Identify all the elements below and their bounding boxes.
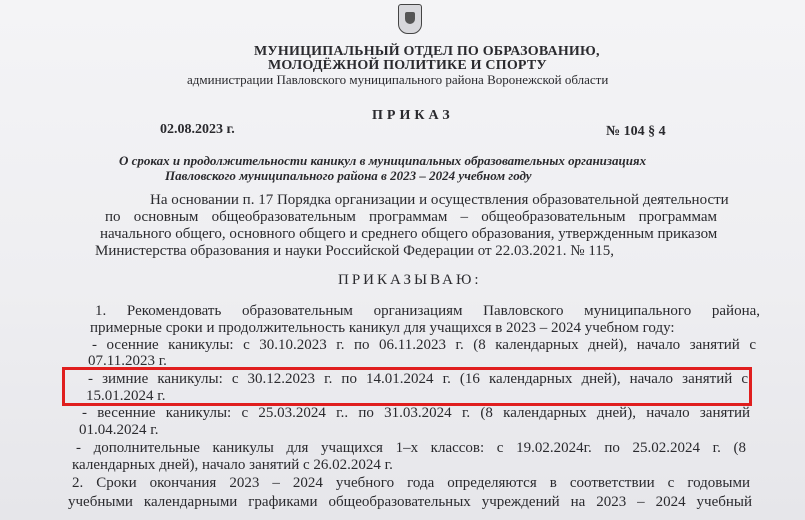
coat-of-arms-figure bbox=[405, 12, 415, 24]
coat-of-arms-emblem bbox=[398, 4, 422, 34]
org-title-line1: МУНИЦИПАЛЬНЫЙ ОТДЕЛ ПО ОБРАЗОВАНИЮ, bbox=[254, 44, 600, 59]
preamble-line1: На основании п. 17 Порядка организации и осуществления образовательной деятельности bbox=[150, 192, 729, 208]
spring-holidays-line1: - весенние каникулы: с 25.03.2024 г.. по 31.03.2024 г. (8 календарных дней), начало занятий bbox=[82, 405, 750, 421]
decree-heading: ПРИКАЗЫВАЮ: bbox=[338, 272, 482, 288]
winter-holidays-highlight bbox=[62, 367, 752, 406]
item2-line1: 2. Сроки окончания 2023 – 2024 учебного года определяются в соответствии с годовыми bbox=[72, 475, 750, 491]
order-number: № 104 § 4 bbox=[606, 124, 666, 139]
order-date: 02.08.2023 г. bbox=[160, 122, 235, 137]
org-subtitle: администрации Павловского муниципального района Воронежской области bbox=[187, 72, 609, 87]
preamble-line2: по основным общеобразовательным программам – общеобразовательным программам bbox=[105, 209, 717, 225]
item1-line2: примерные сроки и продолжительность каникул для учащихся в 2023 – 2024 учебном году: bbox=[90, 320, 675, 336]
preamble-line3: начального общего, основного общего и среднего общего образования, утвержденным приказом bbox=[100, 226, 718, 242]
spring-holidays-line2: 01.04.2024 г. bbox=[79, 422, 159, 438]
order-title: ПРИКАЗ bbox=[372, 108, 454, 123]
org-title-line2: МОЛОДЁЖНОЙ ПОЛИТИКЕ И СПОРТУ bbox=[268, 58, 547, 73]
item1-line1: 1. Рекомендовать образовательным организациям Павловского муниципального района, bbox=[95, 303, 760, 319]
preamble-line4: Министерства образования и науки Российской Федерации от 22.03.2021. № 115, bbox=[95, 243, 615, 259]
item2-line2: учебными календарными графиками общеобразовательных учреждений на 2023 – 2024 учебный bbox=[68, 494, 752, 510]
extra-holidays-line2: календарных дней), начало занятий с 26.02.2024 г. bbox=[72, 457, 393, 473]
order-subject-line1: О сроках и продолжительности каникул в муниципальных образовательных организациях bbox=[119, 153, 647, 168]
autumn-holidays-line2: 07.11.2023 г. bbox=[88, 353, 167, 369]
order-subject-line2: Павловского муниципального района в 2023 – 2024 учебном году bbox=[165, 168, 532, 183]
autumn-holidays-line1: - осенние каникулы: с 30.10.2023 г. по 06.11.2023 г. (8 календарных дней), начало занятий с bbox=[92, 337, 756, 353]
winter-holidays-line1: - зимние каникулы: с 30.12.2023 г. по 14.01.2024 г. (16 календарных дней), начало занятий с bbox=[88, 371, 748, 387]
extra-holidays-line1: - дополнительные каникулы для учащихся 1–х классов: с 19.02.2024г. по 25.02.2024 г. (8 bbox=[76, 440, 746, 456]
winter-holidays-line2: 15.01.2024 г. bbox=[86, 388, 166, 404]
